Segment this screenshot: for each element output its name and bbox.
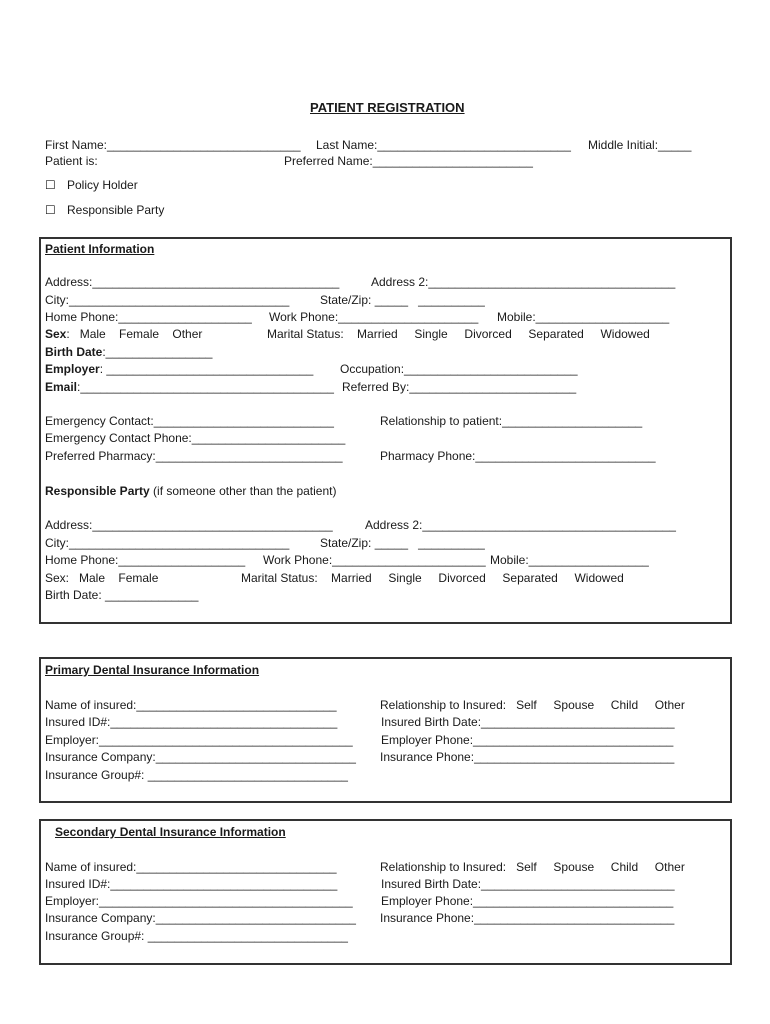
primary-employer-field[interactable]: Employer:______________________________________: [45, 733, 353, 747]
address2-field[interactable]: Address 2:_____________________________________: [371, 275, 676, 289]
rp-marital-status-field[interactable]: Marital Status: Married Single Divorced Separated Widowed: [241, 571, 624, 585]
emergency-contact-field[interactable]: Emergency Contact:___________________________: [45, 414, 334, 428]
secondary-insurance-section: [39, 819, 732, 965]
birth-date-line[interactable]: :________________: [102, 345, 213, 359]
relationship-to-patient-field[interactable]: Relationship to patient:_____________________: [380, 414, 643, 428]
work-phone-field[interactable]: Work Phone:_____________________: [269, 310, 479, 324]
home-phone-field[interactable]: Home Phone:____________________: [45, 310, 252, 324]
policy-holder-label: Policy Holder: [67, 178, 138, 192]
rp-home-phone-field[interactable]: Home Phone:___________________: [45, 553, 246, 567]
patient-information-heading: Patient Information: [45, 242, 155, 256]
rp-address-field[interactable]: Address:____________________________________: [45, 518, 333, 532]
referred-by-field[interactable]: Referred By:_________________________: [342, 380, 577, 394]
responsible-party-label: Responsible Party: [67, 203, 165, 217]
secondary-insurance-heading: Secondary Dental Insurance Information: [55, 825, 286, 839]
marital-status-field[interactable]: Marital Status: Married Single Divorced Separated Widowed: [267, 327, 650, 341]
primary-insurance-company-field[interactable]: Insurance Company:______________________________: [45, 750, 356, 764]
secondary-relationship-field[interactable]: Relationship to Insured: Self Spouse Child Other: [380, 860, 685, 874]
secondary-insurance-phone-field[interactable]: Insurance Phone:______________________________: [380, 911, 675, 925]
sex-field[interactable]: [45, 327, 202, 341]
primary-relationship-field[interactable]: Relationship to Insured: Self Spouse Child Other: [380, 698, 685, 712]
responsible-party-checkbox[interactable]: ☐: [45, 203, 56, 217]
primary-insurance-phone-field[interactable]: Insurance Phone:______________________________: [380, 750, 675, 764]
first-name-field[interactable]: First Name:_____________________________: [45, 138, 301, 152]
mobile-field[interactable]: Mobile:____________________: [497, 310, 670, 324]
rp-birth-date-field[interactable]: Birth Date: ______________: [45, 588, 199, 602]
preferred-pharmacy-field[interactable]: Preferred Pharmacy:____________________________: [45, 449, 343, 463]
address-field[interactable]: Address:_____________________________________: [45, 275, 340, 289]
responsible-party-note: (if someone other than the patient): [149, 484, 337, 498]
birth-date-label: Birth Date: [45, 345, 103, 359]
emergency-contact-phone-field[interactable]: Emergency Contact Phone:_______________________: [45, 431, 346, 445]
responsible-party-title: Responsible Party: [45, 484, 150, 498]
email-line[interactable]: :______________________________________: [77, 380, 334, 394]
patient-is-label: Patient is:: [45, 154, 98, 168]
state-zip-field[interactable]: State/Zip: _____ __________: [320, 293, 485, 307]
primary-employer-phone-field[interactable]: Employer Phone:______________________________: [381, 733, 674, 747]
employer-line[interactable]: : _______________________________: [99, 362, 314, 376]
rp-address2-field[interactable]: Address 2:______________________________________: [365, 518, 676, 532]
rp-city-field[interactable]: City:_________________________________: [45, 536, 290, 550]
secondary-employer-field[interactable]: Employer:______________________________________: [45, 894, 353, 908]
secondary-name-of-insured-field[interactable]: Name of insured:______________________________: [45, 860, 337, 874]
responsible-party-heading: [45, 484, 336, 498]
primary-name-of-insured-field[interactable]: Name of insured:______________________________: [45, 698, 337, 712]
employer-label: Employer: [45, 362, 100, 376]
email-label: Email: [45, 380, 78, 394]
secondary-insured-id-field[interactable]: Insured ID#:__________________________________: [45, 877, 338, 891]
middle-initial-field[interactable]: Middle Initial:_____: [588, 138, 692, 152]
sex-options[interactable]: : Male Female Other: [66, 327, 203, 341]
rp-sex-field[interactable]: Sex: Male Female: [45, 571, 159, 585]
employer-field[interactable]: [45, 362, 313, 376]
birth-date-field[interactable]: [45, 345, 212, 359]
rp-work-phone-field[interactable]: Work Phone:_______________________: [263, 553, 486, 567]
secondary-insurance-group-field[interactable]: Insurance Group#: ______________________________: [45, 929, 348, 943]
primary-insurance-group-field[interactable]: Insurance Group#: ______________________________: [45, 768, 348, 782]
secondary-employer-phone-field[interactable]: Employer Phone:______________________________: [381, 894, 674, 908]
secondary-insurance-company-field[interactable]: Insurance Company:______________________________: [45, 911, 356, 925]
policy-holder-checkbox[interactable]: ☐: [45, 178, 56, 192]
sex-label: Sex: [45, 327, 67, 341]
city-field[interactable]: City:_________________________________: [45, 293, 290, 307]
primary-insurance-heading: Primary Dental Insurance Information: [45, 663, 260, 677]
occupation-field[interactable]: Occupation:__________________________: [340, 362, 578, 376]
rp-mobile-field[interactable]: Mobile:__________________: [490, 553, 649, 567]
primary-insured-birth-date-field[interactable]: Insured Birth Date:_____________________________: [381, 715, 675, 729]
secondary-insured-birth-date-field[interactable]: Insured Birth Date:_____________________________: [381, 877, 675, 891]
primary-insured-id-field[interactable]: Insured ID#:__________________________________: [45, 715, 338, 729]
page-title: PATIENT REGISTRATION: [310, 100, 465, 115]
preferred-name-field[interactable]: Preferred Name:________________________: [284, 154, 533, 168]
pharmacy-phone-field[interactable]: Pharmacy Phone:___________________________: [380, 449, 656, 463]
email-field[interactable]: [45, 380, 334, 394]
last-name-field[interactable]: Last Name:_____________________________: [316, 138, 571, 152]
rp-state-zip-field[interactable]: State/Zip: _____ __________: [320, 536, 485, 550]
